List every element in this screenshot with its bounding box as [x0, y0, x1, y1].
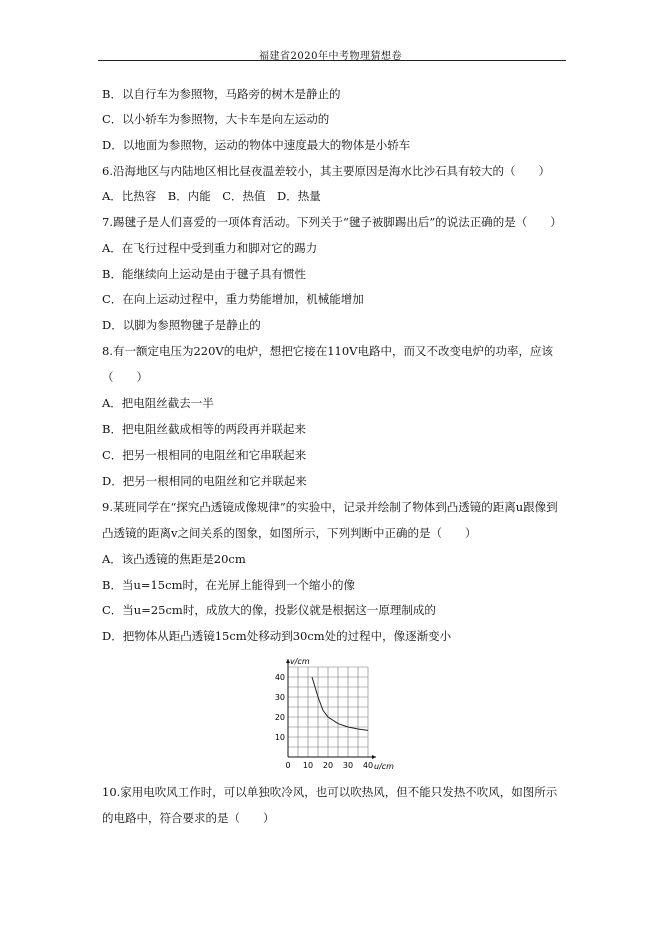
text-line: B．能继续向上运动是由于毽子具有惯性	[102, 267, 306, 281]
text-line: （ ）	[102, 370, 148, 384]
text-line: 8.有一额定电压为220V的电炉，想把它接在110V电路中，而又不改变电炉的功率，应该	[102, 344, 553, 358]
text-line: 9.某班同学在“探究凸透镜成像规律”的实验中，记录并绘制了物体到凸透镜的距离u跟像到	[102, 500, 558, 514]
text-line: C．把另一根相同的电阻丝和它串联起来	[102, 448, 307, 462]
text-line: 的电路中，符合要求的是（ ）	[102, 811, 275, 825]
y-tick-label: 30	[274, 693, 285, 702]
header-rule	[98, 60, 566, 61]
text-line: 10.家用电吹风工作时，可以单独吹冷风，也可以吹热风，但不能只发热不吹风，如图所示	[102, 785, 558, 799]
text-line: B．当u=15cm时，在光屏上能得到一个缩小的像	[102, 578, 355, 592]
text-line: C．在向上运动过程中，重力势能增加，机械能增加	[102, 292, 364, 306]
text-line: C．当u=25cm时，成放大的像，投影仪就是根据这一原理制成的	[102, 603, 436, 617]
text-line: D．以脚为参照物毽子是静止的	[102, 318, 261, 332]
y-tick-label: 10	[274, 733, 285, 742]
text-line: A．该凸透镜的焦距是20cm	[102, 552, 246, 566]
text-line: A．在飞行过程中受到重力和脚对它的踢力	[102, 241, 318, 255]
text-line: D．把另一根相同的电阻丝和它并联起来	[102, 474, 307, 488]
x-tick-label: 0	[285, 761, 291, 770]
text-line: D．以地面为参照物，运动的物体中速度最大的物体是小轿车	[102, 138, 411, 152]
chart-grid	[288, 667, 368, 757]
text-line: D．把物体从距凸透镜15cm处移动到30cm处的过程中，像逐渐变小	[102, 629, 452, 643]
text-line: A．把电阻丝截去一半	[102, 396, 214, 410]
y-tick-label: 20	[274, 713, 285, 722]
text-line: 7.踢毽子是人们喜爱的一项体育活动。下列关于“毽子被脚踢出后”的说法正确的是（ ）	[102, 215, 562, 229]
x-axis-label: u/cm	[374, 762, 394, 771]
chart-axes	[286, 659, 376, 759]
text-line: 6.沿海地区与内陆地区相比昼夜温差较小，其主要原因是海水比沙石具有较大的（ ）	[102, 164, 550, 178]
uv-graph	[270, 650, 410, 775]
x-tick-label: 30	[342, 761, 354, 770]
x-tick-label: 10	[302, 761, 314, 770]
data-curve	[312, 677, 368, 730]
y-tick-label: 40	[274, 673, 285, 682]
chart-ticks	[275, 673, 373, 770]
text-line: B．以自行车为参照物，马路旁的树木是静止的	[102, 87, 341, 101]
x-tick-label: 20	[322, 761, 334, 770]
x-tick-label: 40	[362, 761, 374, 770]
x-axis-arrow	[372, 755, 376, 759]
y-axis-label: v/cm	[290, 657, 310, 666]
text-line: 凸透镜的距离v之间关系的图象，如图所示，下列判断中正确的是（ ）	[102, 526, 477, 540]
text-line: B．把电阻丝截成相等的两段再并联起来	[102, 422, 306, 436]
text-line: A．比热容 B．内能 C．热值 D．热量	[102, 189, 321, 203]
page-header: 福建省2020年中考物理猜想卷	[259, 51, 402, 62]
text-line: C．以小轿车为参照物，大卡车是向左运动的	[102, 112, 330, 126]
